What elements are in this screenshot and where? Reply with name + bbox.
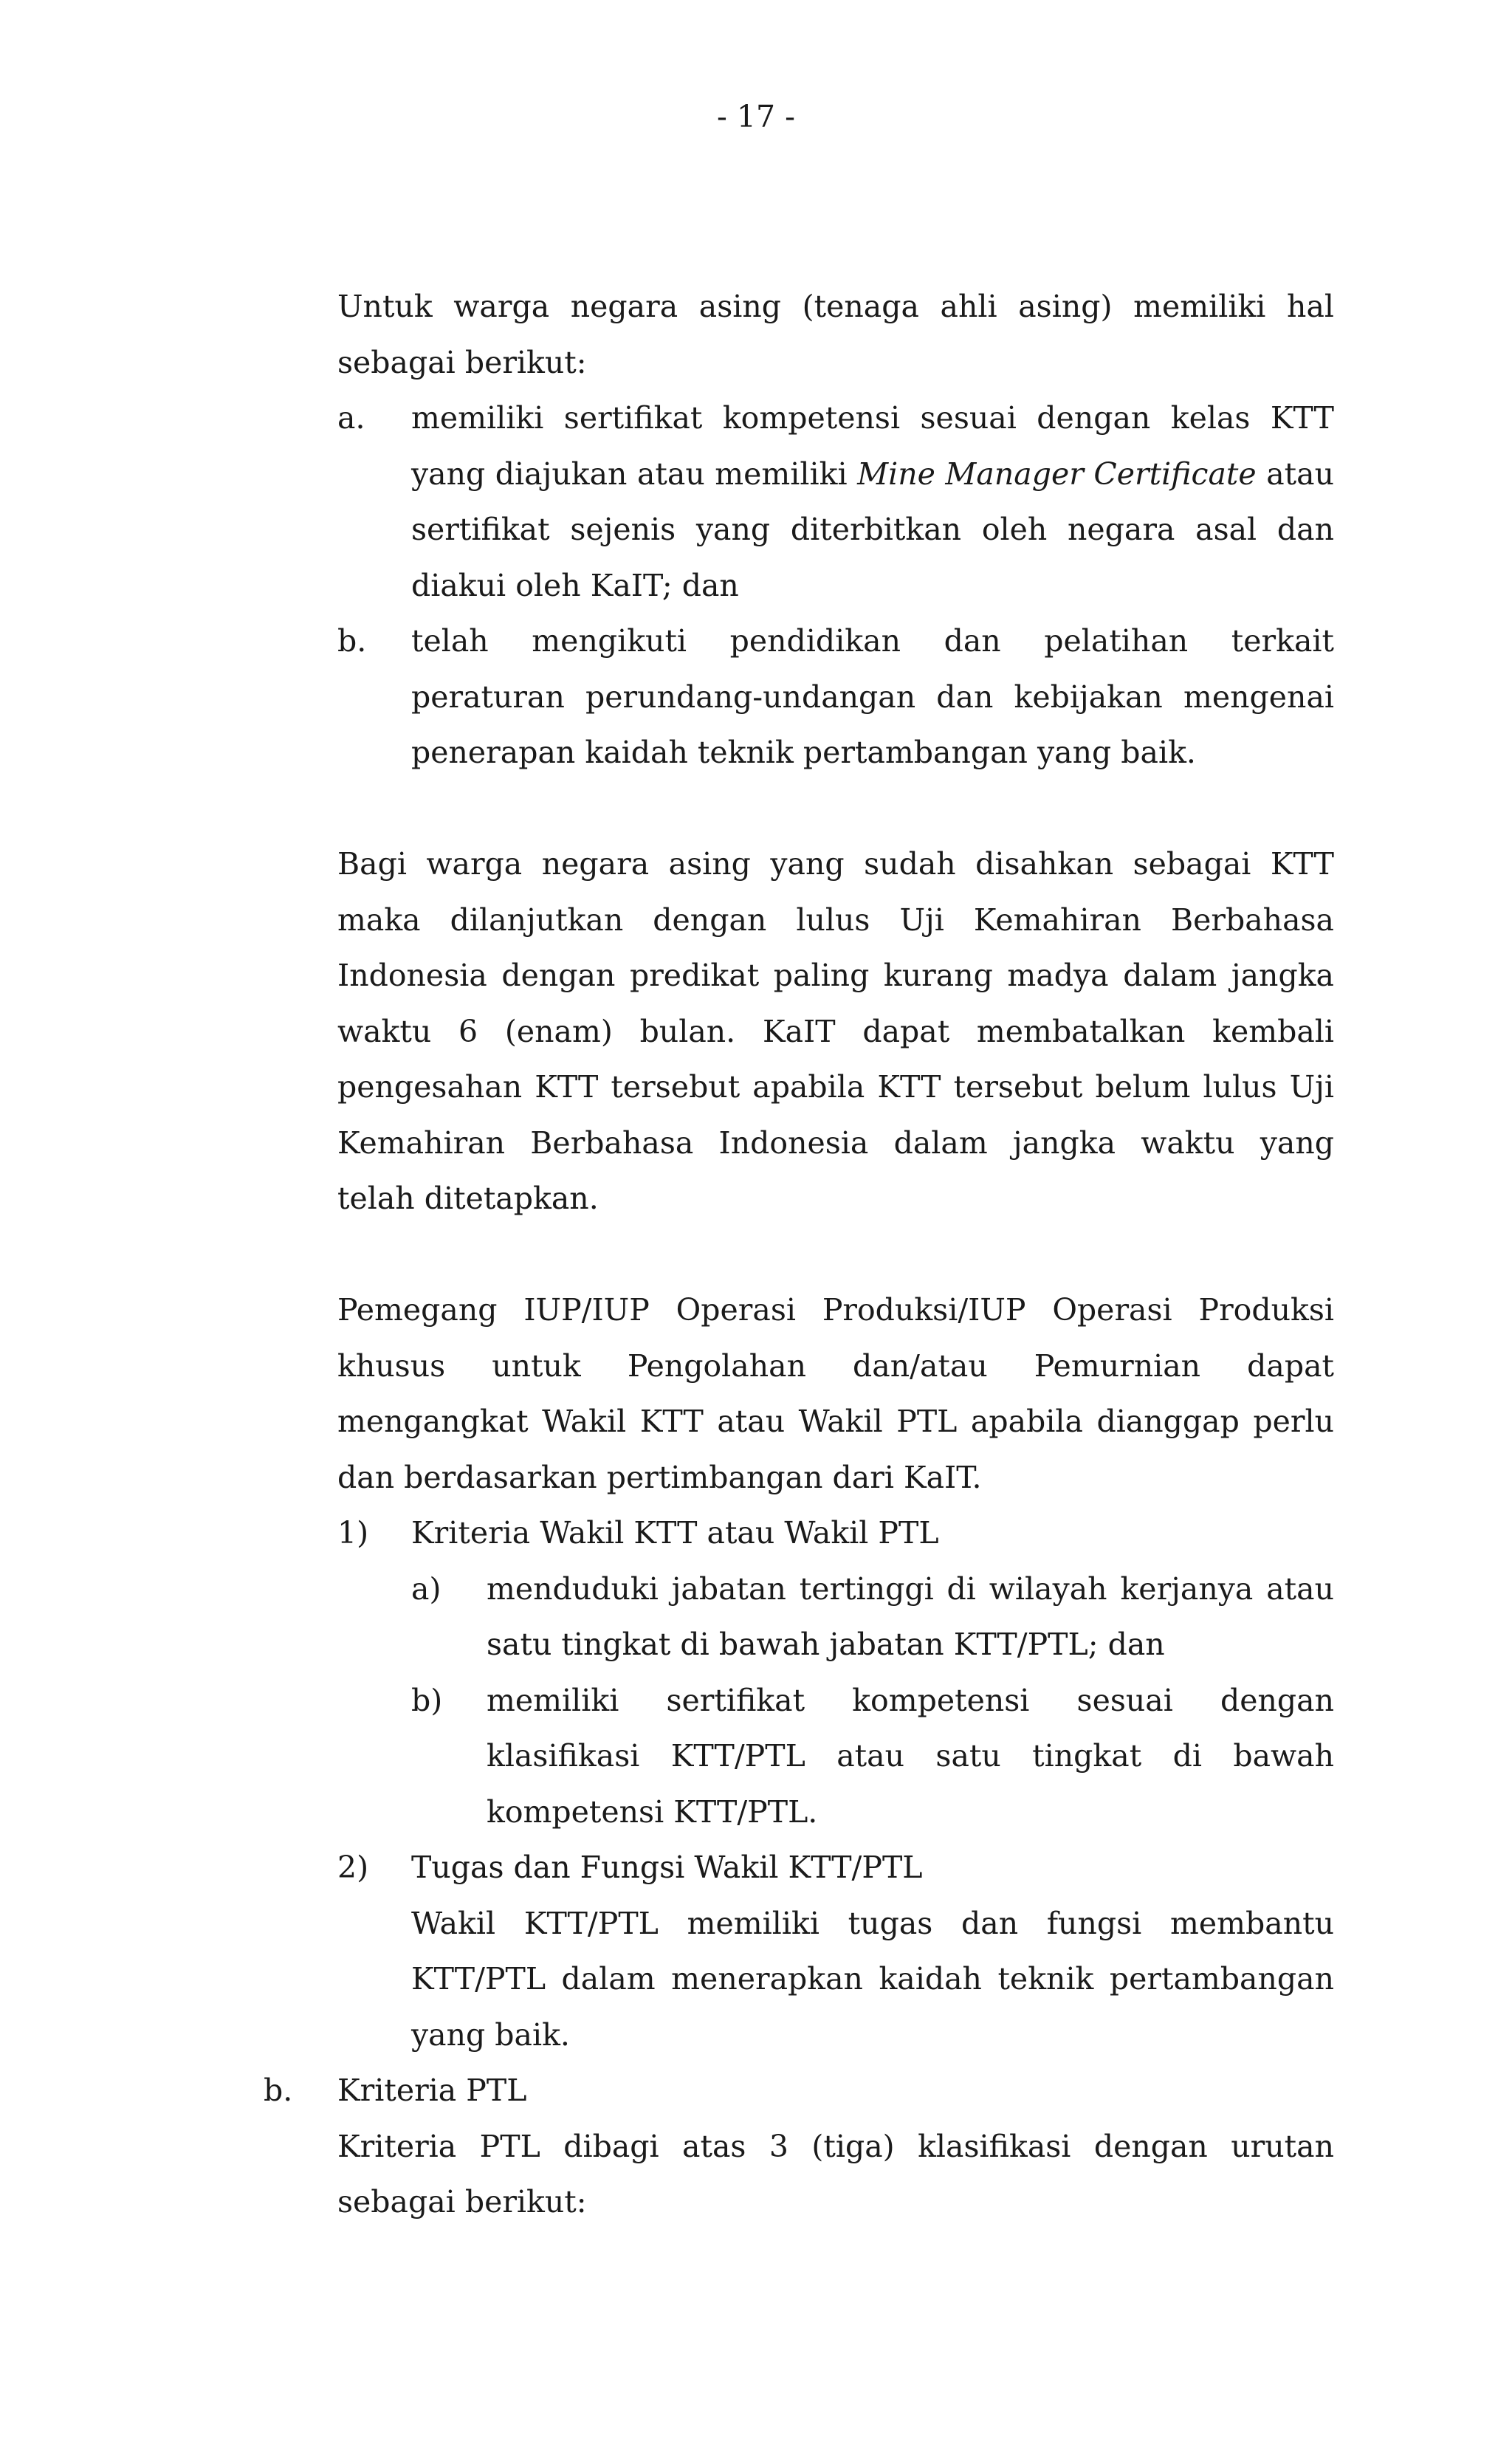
text-line: klasifikasi KTT/PTL atau satu tingkat di bawah: [487, 1738, 1334, 1774]
text-line: khusus untuk Pengolahan dan/atau Pemurnian dapat: [337, 1348, 1334, 1384]
text-fragment: yang diajukan atau memiliki: [411, 456, 858, 492]
text-line: diakui oleh KaIT; dan: [411, 567, 739, 603]
text-line: Kriteria PTL dibagi atas 3 (tiga) klasifikasi dengan urutan: [337, 2128, 1334, 2164]
text-line: sebagai berikut:: [337, 2184, 587, 2220]
text-line: Wakil KTT/PTL memiliki tugas dan fungsi membantu: [411, 1905, 1334, 1941]
paragraph-language-proficiency: [337, 837, 1334, 1227]
text-line: memiliki sertifikat kompetensi sesuai dengan: [487, 1682, 1334, 1718]
text-line: satu tingkat di bawah jabatan KTT/PTL; dan: [487, 1627, 1165, 1662]
text-line: yang baik.: [411, 2016, 570, 2053]
text-line: KTT/PTL dalam menerapkan kaidah teknik pertambangan: [411, 1961, 1334, 1997]
text-line: maka dilanjutkan dengan lulus Uji Kemahiran Berbahasa: [337, 902, 1334, 938]
list-marker: a.: [337, 400, 365, 436]
text-line: Untuk warga negara asing (tenaga ahli asing) memiliki hal: [337, 289, 1334, 324]
list-item-2: [337, 1840, 1334, 2063]
section-title: Kriteria PTL: [337, 2073, 527, 2108]
list-marker: 2): [337, 1850, 369, 1885]
text-line: [411, 447, 1334, 503]
list-marker: b): [411, 1682, 443, 1718]
italic-term: Mine Manager Certificate: [857, 456, 1257, 492]
text-line: telah mengikuti pendidikan dan pelatihan terkait: [411, 623, 1334, 659]
text-line: penerapan kaidah teknik pertambangan yang baik.: [411, 735, 1196, 770]
text-line: sebagai berikut:: [337, 344, 587, 380]
paragraph-deputy-appointment: [337, 1283, 1334, 2063]
text-line: menduduki jabatan tertinggi di wilayah kerjanya atau: [487, 1570, 1334, 1607]
list-marker: a): [411, 1570, 441, 1607]
list-marker: 1): [337, 1515, 369, 1551]
list-subitem-b: [337, 1673, 1334, 1841]
list-item-title: Kriteria Wakil KTT atau Wakil PTL: [411, 1515, 939, 1551]
text-line: mengangkat Wakil KTT atau Wakil PTL apabila dianggap perlu: [337, 1404, 1334, 1439]
list-subitem-a: [337, 1562, 1334, 1673]
list-marker: b.: [337, 623, 367, 659]
text-line: memiliki sertifikat kompetensi sesuai dengan kelas KTT: [411, 400, 1334, 436]
text-line: dan berdasarkan pertimbangan dari KaIT.: [337, 1459, 982, 1495]
list-item-b: [337, 614, 1334, 781]
text-line: peraturan perundang-undangan dan kebijakan mengenai: [411, 679, 1334, 715]
section-marker: b.: [264, 2073, 293, 2108]
text-line: Kemahiran Berbahasa Indonesia dalam jangka waktu yang: [337, 1125, 1334, 1161]
list-item-title: Tugas dan Fungsi Wakil KTT/PTL: [411, 1850, 923, 1885]
list-item-a: [337, 391, 1334, 614]
text-line: kompetensi KTT/PTL.: [487, 1793, 818, 1830]
text-line: waktu 6 (enam) bulan. KaIT dapat membatalkan kembali: [337, 1013, 1334, 1049]
text-line: telah ditetapkan.: [337, 1181, 599, 1216]
section-b-ptl-criteria: [264, 2063, 1334, 2231]
text-line: Indonesia dengan predikat paling kurang madya dalam jangka: [337, 958, 1334, 993]
list-item-1: [337, 1506, 1334, 1840]
text-line: pengesahan KTT tersebut apabila KTT tersebut belum lulus Uji: [337, 1069, 1334, 1105]
text-line: sertifikat sejenis yang diterbitkan oleh negara asal dan: [411, 512, 1334, 547]
text-line: Bagi warga negara asing yang sudah disahkan sebagai KTT: [337, 846, 1334, 882]
text-fragment: atau: [1256, 456, 1334, 492]
page-number: - 17 -: [717, 99, 795, 134]
text-line: Pemegang IUP/IUP Operasi Produksi/IUP Operasi Produksi: [337, 1292, 1334, 1328]
paragraph-foreign-citizen-requirements: [337, 279, 1334, 781]
